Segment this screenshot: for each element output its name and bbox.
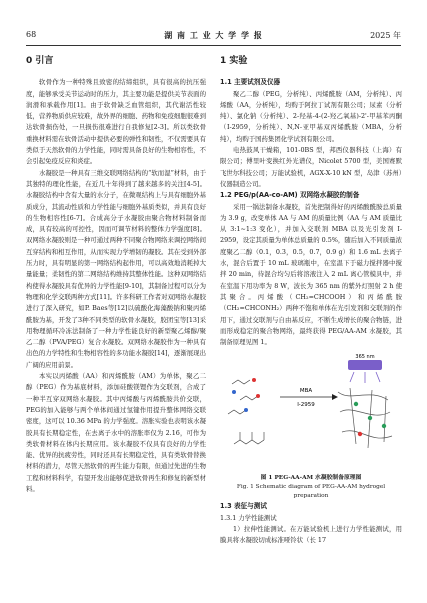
monomer-cluster xyxy=(228,378,260,414)
subsection-title: 1.3 表征与测试 xyxy=(220,502,267,511)
journal-title: 湖 南 工 业 大 学 学 报 xyxy=(164,30,263,40)
section-title-experiment: 1 实验 xyxy=(220,56,248,66)
header-rule xyxy=(26,45,401,46)
left-column xyxy=(26,52,206,495)
publication-year: 2025 年 xyxy=(370,31,401,40)
figure-caption-cn: 图 1 PEG-AA-AM 水凝胶制备原理图 xyxy=(260,475,362,482)
body-paragraph: 1）拉伸性能测试。在万能试验机上进行力学性能测试，用膜具将水凝胶切成标准哑铃状（长 17 xyxy=(220,525,402,545)
subsection-title: 1.2 PEG/p(AA-co-AM) 双网络水凝胶的制备 xyxy=(220,191,360,200)
subsubsection-title: 1.3.1 力学性能测试 xyxy=(220,513,277,522)
uv-lamp-icon xyxy=(348,354,382,383)
molecular-structure xyxy=(234,432,264,444)
intro-paragraph: 软骨作为一种特殊且致密的结缔组织，具有很高的抗压强度，能够承受关节运动时的压力，其主要功能是提供关节表面的润滑和承载作用[1]。由于软骨缺乏血管组织，其代谢活性较低，营养物质供应较难，故外界的细胞、药物和免疫细胞很难到达软骨损伤处，一旦损伤很难进行自我修复[2-3]。所以类软骨重换材料需在软骨活动中提供必要的弹性和韧性，不仅需要具有类似于天然软骨的力学性能，同时需具备良好的生物相容性，不会引起免疫反应和炎症。 xyxy=(26,78,206,166)
mba-label: MBA xyxy=(299,388,313,395)
hydrogel-network xyxy=(338,388,392,448)
reaction-arrow xyxy=(280,388,338,408)
uv-wavelength-label: 365 nm xyxy=(355,354,375,361)
body-paragraph: 采用一锅法制备水凝胶，首先把制得好的丙烯酸酰胺总质量为 3.9 g，改变单体 AA 与 AM 的质量比例（AA 与 AM 质量比从 3:1~1:3 变化），并加入交联剂 MBA 以及光引发剂 I-2959，设定其质量为单体总质量的 0.5%，随后加入不同质量浓度聚乙二醇（0.1，0.3，0.5，0.7，0.9 g）和 1.6 mL 去离子水，混合后置于 10 mL 玻璃瓶中，在室温下于磁力搅拌器中搅拌 20 min，待混合均匀后将溶液注入 2 mL 离心管模具中，并在室温下用功率为 8 W，波长为 365 nm 的紫外灯照射 2 h 使其聚合。丙烯酸（CH₂=CHCOOH）和丙烯酰胺（CH₂=CHCONH₂）两种不饱和单体在光引发剂和交联剂的作用下，通过交联剂与自由基反应，不断生成增长的聚合物链，进而形成稳定的聚合物网络，最终获得 PEG/AA-AM 水凝胶，其制备原理见图 1。 xyxy=(220,202,402,347)
figure-1 xyxy=(220,352,402,472)
initiator-label: I-2959 xyxy=(297,402,315,409)
right-column xyxy=(220,52,402,547)
hydrogel-schematic xyxy=(220,352,402,472)
intro-paragraph: 水凝胶是一种具有三维交联网络结构的“软而湿”材料，由于其独特的理化性能，在近几十年得到了越来越多的关注[4-5]。水凝胶结构中含有大量的水分子，在微观结构上与具有细胞外基质成分，其流动性质和力学性能与细胞外基质类似，并具有良好的生物相容性[6-7]。合成高分子水凝胶由聚合物材料制备而成，具有较高的可控性，因而可调节材料的整体力学强度[8]。双网络水凝胶则是一种可通过两种不同聚合物网络来调控网络间互穿结构和相互作用，从而实现力学增韧的凝胶。其在受到外部压力时，具有明显的第一网络结构起作用，可以高效地消耗掉大量能量；柔韧性的第二网络结构维持其整体性能。这种双网络结构使得水凝胶具有优异的力学性能[9-10]，其制备过程可以分为物理和化学交联两种方式[11]。许多科研工作者对双网络水凝胶进行了深入研究，如P. Baes等[12]以硫酸化海藻酸钠和聚丙烯酰胺为基，开发了3种不同类型的软骨水凝胶，胶团宝等[13]采用物理循环冷冻法制备了一种力学性能良好的新型聚乙烯醇/聚乙二醇（PVA/PEG）复合水凝胶。双网络水凝胶作为一种具有出色的力学特性和生物相容性的多功能水凝胶[14]，逐渐展现出广阔的应用前景。 xyxy=(26,168,206,369)
body-paragraph: 电热鼓风干燥箱，101-0BS 型，邦西仪器科技（上海）有限公司；傅里叶变换红外光谱仪，Nicolet 5700 型，美国赛默飞世尔科技公司；万能试验机，AGX-X-10 kN 型，岛津（苏州）仪器制造公司。 xyxy=(220,146,402,188)
figure-caption-en: Fig. 1 Schematic diagram of PEG-AA-AM hydrogel preparation xyxy=(236,484,386,500)
page-header xyxy=(26,30,401,42)
page-number: 68 xyxy=(26,30,37,39)
intro-paragraph: 本实以丙烯酸（AA）和丙烯酰胺（AM）为单体，聚乙二醇（PEG）作为基底材料，添加硅酸镁锂作为交联剂，合成了一种半互穿双网络水凝胶。其中丙烯酸与丙烯酰胺共价交联，PEG的加入能够与两个单体间通过氢键作用提升整体网络交联密度，这可以 10.36 MPa 的力学强度。溶胀实验也表明该水凝胶具有长期稳定性，在去离子水中的溶胀率仅为 2.16，可作为类软骨材料在体内长期应用。该水凝胶不仅具有良好的力学性能、优异的抗疲劳性，同时还具有长期稳定性，具有类软骨替换材料的潜力，尽管天然软骨的再生能力有限，但通过先进的生物工程和材料科学，有望开发出能够促进软骨再生和修复的新型材料。 xyxy=(26,372,206,493)
body-paragraph: 聚乙二醇（PEG，分析纯）、丙烯酰胺（AM，分析纯）、丙烯酸（AA，分析纯），均购于阿拉丁试剂有限公司；尿素（分析纯）、氯化钠（分析纯）、2-羟基-4-(2-羟乙氧基)-2'-甲基苯丙酮（I-2959，分析纯）、N,N-亚甲基双丙烯酰胺（MBA，分析纯），均购于国药集团化学试剂有限公司。 xyxy=(220,89,402,143)
section-title-introduction: 0 引言 xyxy=(26,56,54,66)
subsection-title: 1.1 主要试剂及仪器 xyxy=(220,78,281,87)
